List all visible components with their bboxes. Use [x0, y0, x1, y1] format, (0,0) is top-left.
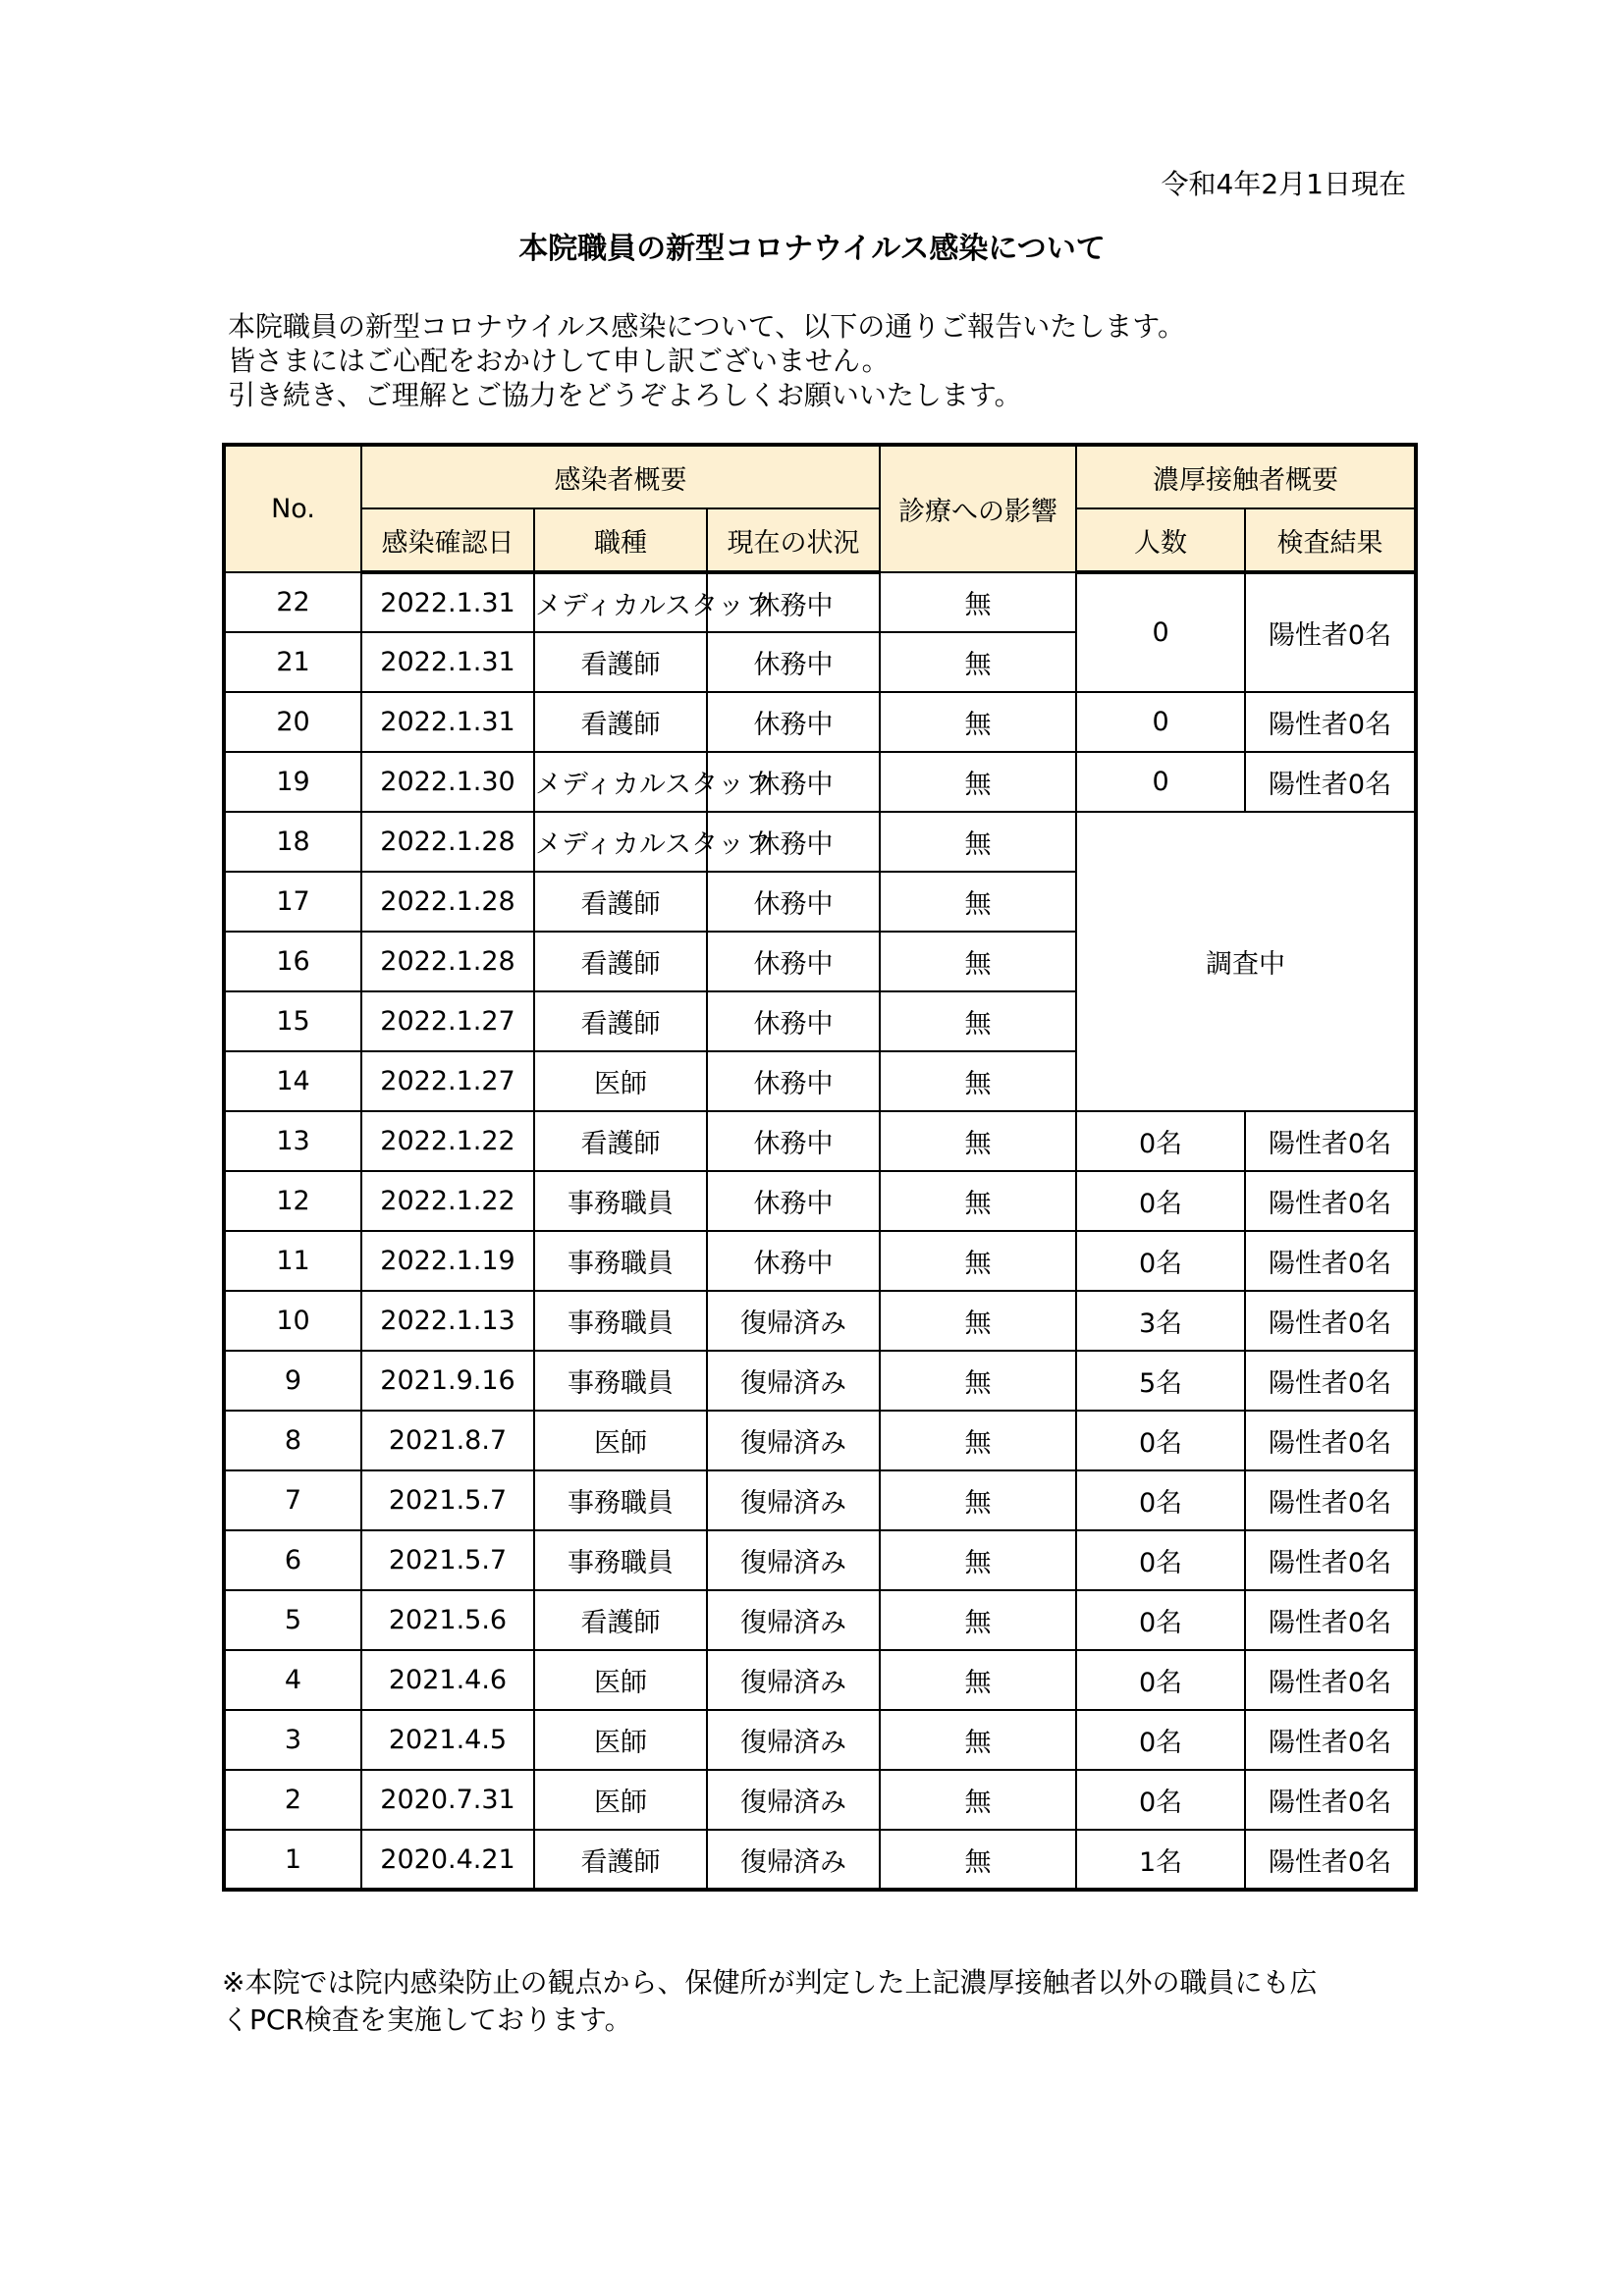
row-result-cell: 陽性者0名 — [1245, 1770, 1416, 1830]
header-infected-summary: 感染者概要 — [361, 445, 880, 508]
row-date-cell: 2022.1.19 — [361, 1231, 534, 1291]
row-occupation-cell: 看護師 — [534, 1111, 707, 1171]
row-date-cell: 2020.7.31 — [361, 1770, 534, 1830]
row-count-cell: 0名 — [1076, 1710, 1245, 1770]
row-count-cell: 0名 — [1076, 1770, 1245, 1830]
row-status-cell: 復帰済み — [707, 1710, 880, 1770]
row-count-cell: 0名 — [1076, 1650, 1245, 1710]
row-occupation-cell: メディカルスタッフ — [534, 812, 707, 872]
row-occupation-cell: 看護師 — [534, 632, 707, 692]
row-status-cell: 休務中 — [707, 692, 880, 752]
header-count: 人数 — [1076, 508, 1245, 572]
row-date-cell: 2022.1.22 — [361, 1171, 534, 1231]
header-impact: 診療への影響 — [880, 445, 1076, 572]
row-occupation-cell: メディカルスタッフ — [534, 572, 707, 632]
row-date-cell: 2020.4.21 — [361, 1830, 534, 1890]
row-impact-cell: 無 — [880, 1710, 1076, 1770]
row-impact-cell: 無 — [880, 1051, 1076, 1111]
row-status-cell: 休務中 — [707, 932, 880, 991]
row-no-cell: 3 — [224, 1710, 361, 1770]
row-no-cell: 19 — [224, 752, 361, 812]
row-occupation-cell: 看護師 — [534, 991, 707, 1051]
row-no-cell: 8 — [224, 1411, 361, 1470]
row-count-cell: 3名 — [1076, 1291, 1245, 1351]
row-date-cell: 2022.1.27 — [361, 991, 534, 1051]
row-impact-cell: 無 — [880, 1830, 1076, 1890]
header-occupation: 職種 — [534, 508, 707, 572]
row-result-cell: 陽性者0名 — [1245, 1111, 1416, 1171]
row-occupation-cell: 看護師 — [534, 1590, 707, 1650]
row-no-cell: 20 — [224, 692, 361, 752]
row-no-cell: 2 — [224, 1770, 361, 1830]
row-occupation-cell: 事務職員 — [534, 1291, 707, 1351]
row-status-cell: 復帰済み — [707, 1470, 880, 1530]
row-count-cell: 0 — [1076, 692, 1245, 752]
row-date-cell: 2021.8.7 — [361, 1411, 534, 1470]
row-date-cell: 2022.1.27 — [361, 1051, 534, 1111]
row-date-cell: 2022.1.31 — [361, 632, 534, 692]
row-result-cell: 陽性者0名 — [1245, 572, 1416, 692]
row-date-cell: 2021.4.6 — [361, 1650, 534, 1710]
row-count-cell: 0名 — [1076, 1411, 1245, 1470]
row-result-cell: 陽性者0名 — [1245, 1411, 1416, 1470]
row-no-cell: 21 — [224, 632, 361, 692]
row-date-cell: 2021.5.7 — [361, 1530, 534, 1590]
row-status-cell: 休務中 — [707, 1231, 880, 1291]
row-occupation-cell: 事務職員 — [534, 1530, 707, 1590]
row-no-cell: 1 — [224, 1830, 361, 1890]
row-count-cell: 0名 — [1076, 1590, 1245, 1650]
intro-line: 引き続き、ご理解とご協力をどうぞよろしくお願いいたします。 — [228, 379, 1022, 411]
row-count-cell: 0名 — [1076, 1111, 1245, 1171]
row-impact-cell: 無 — [880, 1111, 1076, 1171]
row-occupation-cell: 医師 — [534, 1710, 707, 1770]
header-result: 検査結果 — [1245, 508, 1416, 572]
row-status-cell: 休務中 — [707, 632, 880, 692]
table-row — [224, 1231, 1416, 1291]
row-status-cell: 休務中 — [707, 1171, 880, 1231]
row-date-cell: 2022.1.13 — [361, 1291, 534, 1351]
table-row — [224, 1470, 1416, 1530]
intro-text — [228, 309, 1426, 412]
row-count-cell: 5名 — [1076, 1351, 1245, 1411]
row-occupation-cell: 看護師 — [534, 692, 707, 752]
row-status-cell: 休務中 — [707, 991, 880, 1051]
row-no-cell: 16 — [224, 932, 361, 991]
row-no-cell: 11 — [224, 1231, 361, 1291]
row-date-cell: 2021.4.5 — [361, 1710, 534, 1770]
row-date-cell: 2022.1.22 — [361, 1111, 534, 1171]
row-status-cell: 復帰済み — [707, 1650, 880, 1710]
row-occupation-cell: 事務職員 — [534, 1171, 707, 1231]
row-no-cell: 13 — [224, 1111, 361, 1171]
row-impact-cell: 無 — [880, 991, 1076, 1051]
page-title: 本院職員の新型コロナウイルス感染について — [518, 232, 1106, 266]
row-status-cell: 休務中 — [707, 812, 880, 872]
row-no-cell: 14 — [224, 1051, 361, 1111]
row-status-cell: 復帰済み — [707, 1770, 880, 1830]
row-occupation-cell: 看護師 — [534, 1830, 707, 1890]
row-status-cell: 復帰済み — [707, 1291, 880, 1351]
row-occupation-cell: 医師 — [534, 1051, 707, 1111]
table-row — [224, 752, 1416, 812]
row-impact-cell: 無 — [880, 1650, 1076, 1710]
row-occupation-cell: 医師 — [534, 1650, 707, 1710]
header-no: No. — [224, 445, 361, 572]
table-row — [224, 1830, 1416, 1890]
row-result-cell: 陽性者0名 — [1245, 1470, 1416, 1530]
row-status-cell: 休務中 — [707, 1111, 880, 1171]
row-impact-cell: 無 — [880, 692, 1076, 752]
table-row — [224, 1530, 1416, 1590]
row-impact-cell: 無 — [880, 1171, 1076, 1231]
row-date-cell: 2022.1.28 — [361, 872, 534, 932]
contact-under-investigation-cell: 調査中 — [1076, 812, 1416, 1111]
row-date-cell: 2021.5.7 — [361, 1470, 534, 1530]
row-occupation-cell: メディカルスタッフ — [534, 752, 707, 812]
row-occupation-cell: 事務職員 — [534, 1351, 707, 1411]
row-status-cell: 休務中 — [707, 572, 880, 632]
table-row — [224, 1171, 1416, 1231]
row-impact-cell: 無 — [880, 752, 1076, 812]
row-status-cell: 復帰済み — [707, 1351, 880, 1411]
row-impact-cell: 無 — [880, 1590, 1076, 1650]
report-date: 令和4年2月1日現在 — [1161, 168, 1406, 200]
row-status-cell: 復帰済み — [707, 1830, 880, 1890]
intro-line: 皆さまにはご心配をおかけして申し訳ございません。 — [228, 345, 890, 377]
table-row — [224, 1770, 1416, 1830]
table-row — [224, 1590, 1416, 1650]
row-date-cell: 2022.1.30 — [361, 752, 534, 812]
row-impact-cell: 無 — [880, 1351, 1076, 1411]
table-row — [224, 1411, 1416, 1470]
row-count-cell: 0名 — [1076, 1530, 1245, 1590]
row-date-cell: 2021.9.16 — [361, 1351, 534, 1411]
row-no-cell: 12 — [224, 1171, 361, 1231]
row-date-cell: 2022.1.28 — [361, 812, 534, 872]
row-occupation-cell: 事務職員 — [534, 1470, 707, 1530]
row-impact-cell: 無 — [880, 932, 1076, 991]
table-row — [224, 572, 1416, 632]
footnote-line: くPCR検査を実施しております。 — [222, 2003, 632, 2036]
row-occupation-cell: 医師 — [534, 1411, 707, 1470]
row-no-cell: 15 — [224, 991, 361, 1051]
row-date-cell: 2022.1.31 — [361, 572, 534, 632]
row-result-cell: 陽性者0名 — [1245, 752, 1416, 812]
footnote-line: ※本院では院内感染防止の観点から、保健所が判定した上記濃厚接触者以外の職員にも広 — [222, 1966, 1318, 1999]
header-confirm-date: 感染確認日 — [361, 508, 534, 572]
row-occupation-cell: 医師 — [534, 1770, 707, 1830]
row-no-cell: 9 — [224, 1351, 361, 1411]
row-count-cell: 0 — [1076, 752, 1245, 812]
header-status: 現在の状況 — [707, 508, 880, 572]
infection-table — [222, 443, 1418, 1892]
row-no-cell: 7 — [224, 1470, 361, 1530]
row-date-cell: 2021.5.6 — [361, 1590, 534, 1650]
table-row — [224, 692, 1416, 752]
table-row — [224, 1710, 1416, 1770]
row-impact-cell: 無 — [880, 1470, 1076, 1530]
table-row — [224, 812, 1416, 872]
row-status-cell: 休務中 — [707, 1051, 880, 1111]
row-impact-cell: 無 — [880, 872, 1076, 932]
row-result-cell: 陽性者0名 — [1245, 1291, 1416, 1351]
row-result-cell: 陽性者0名 — [1245, 1590, 1416, 1650]
row-result-cell: 陽性者0名 — [1245, 1530, 1416, 1590]
row-no-cell: 6 — [224, 1530, 361, 1590]
row-date-cell: 2022.1.28 — [361, 932, 534, 991]
row-result-cell: 陽性者0名 — [1245, 1351, 1416, 1411]
footnote — [222, 1964, 1425, 2039]
table-row — [224, 1650, 1416, 1710]
row-no-cell: 17 — [224, 872, 361, 932]
row-status-cell: 復帰済み — [707, 1411, 880, 1470]
table-body — [224, 572, 1416, 1890]
row-status-cell: 休務中 — [707, 752, 880, 812]
row-status-cell: 復帰済み — [707, 1590, 880, 1650]
row-count-cell: 1名 — [1076, 1830, 1245, 1890]
row-result-cell: 陽性者0名 — [1245, 692, 1416, 752]
row-no-cell: 10 — [224, 1291, 361, 1351]
table-row — [224, 1291, 1416, 1351]
row-date-cell: 2022.1.31 — [361, 692, 534, 752]
intro-line: 本院職員の新型コロナウイルス感染について、以下の通りご報告いたします。 — [228, 310, 1185, 343]
row-impact-cell: 無 — [880, 1770, 1076, 1830]
row-impact-cell: 無 — [880, 1291, 1076, 1351]
row-impact-cell: 無 — [880, 812, 1076, 872]
row-impact-cell: 無 — [880, 572, 1076, 632]
row-impact-cell: 無 — [880, 1411, 1076, 1470]
row-impact-cell: 無 — [880, 1231, 1076, 1291]
row-no-cell: 5 — [224, 1590, 361, 1650]
row-result-cell: 陽性者0名 — [1245, 1830, 1416, 1890]
row-result-cell: 陽性者0名 — [1245, 1650, 1416, 1710]
row-no-cell: 18 — [224, 812, 361, 872]
row-status-cell: 休務中 — [707, 872, 880, 932]
row-impact-cell: 無 — [880, 1530, 1076, 1590]
row-no-cell: 4 — [224, 1650, 361, 1710]
row-result-cell: 陽性者0名 — [1245, 1171, 1416, 1231]
table-row — [224, 1111, 1416, 1171]
row-impact-cell: 無 — [880, 632, 1076, 692]
row-count-cell: 0名 — [1076, 1231, 1245, 1291]
row-result-cell: 陽性者0名 — [1245, 1710, 1416, 1770]
row-count-cell: 0 — [1076, 572, 1245, 692]
table-row — [224, 1351, 1416, 1411]
row-no-cell: 22 — [224, 572, 361, 632]
row-occupation-cell: 看護師 — [534, 932, 707, 991]
row-count-cell: 0名 — [1076, 1470, 1245, 1530]
row-occupation-cell: 事務職員 — [534, 1231, 707, 1291]
header-contact-summary: 濃厚接触者概要 — [1076, 445, 1416, 508]
row-count-cell: 0名 — [1076, 1171, 1245, 1231]
row-status-cell: 復帰済み — [707, 1530, 880, 1590]
row-result-cell: 陽性者0名 — [1245, 1231, 1416, 1291]
row-occupation-cell: 看護師 — [534, 872, 707, 932]
